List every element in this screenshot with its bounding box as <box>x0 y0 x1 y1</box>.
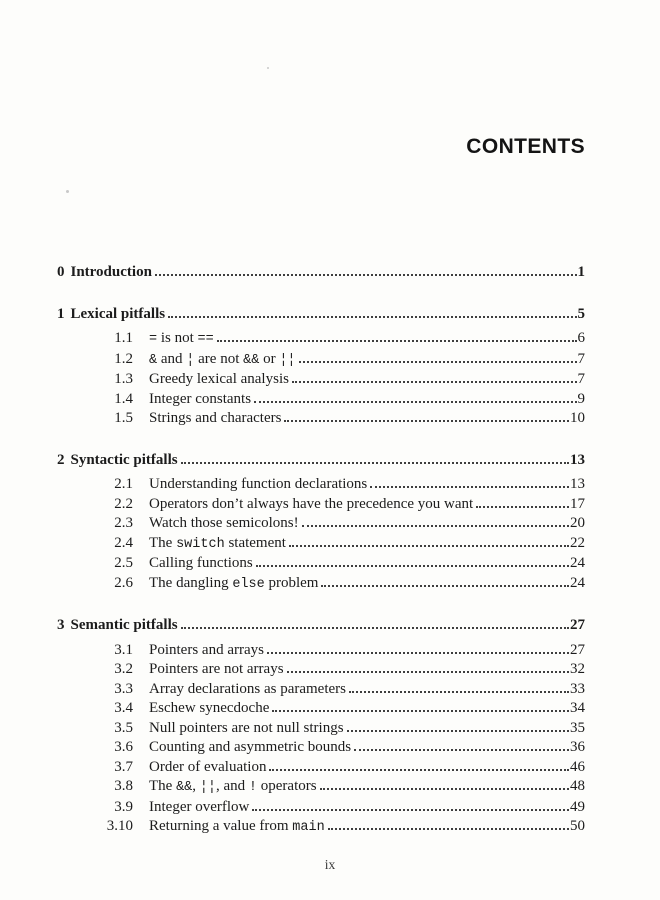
code-text: switch <box>176 536 225 552</box>
entry-number: 3.1 <box>114 641 133 658</box>
code-text: && <box>176 780 193 795</box>
code-text: main <box>292 820 325 835</box>
chapter-entries <box>57 329 585 429</box>
entry-title: Understanding function declarations <box>149 476 368 492</box>
entry-title: Pointers are not arrays <box>149 661 284 677</box>
entry-title: Integer constants <box>149 390 252 407</box>
entry-title: The dangling else problem <box>149 574 319 592</box>
chapter-page-number: 13 <box>570 451 585 468</box>
entry-page-number: 6 <box>577 330 585 346</box>
toc-entry-row <box>57 660 585 680</box>
entry-page-number: 7 <box>577 371 585 387</box>
entry-page-number: 20 <box>570 515 585 531</box>
toc-chapter <box>57 263 585 283</box>
entry-title: Pointers and arrays <box>149 641 264 658</box>
entry-number: 1.4 <box>114 390 133 407</box>
chapter-title: Semantic pitfalls <box>70 617 178 633</box>
entry-number: 3.10 <box>106 818 133 834</box>
entry-title: Returning a value from main <box>149 818 325 835</box>
code-text: == <box>197 332 214 347</box>
entry-title: & and ¦ are not && or ¦¦ <box>149 350 296 368</box>
dot-leader <box>284 420 569 422</box>
dot-leader <box>328 828 569 830</box>
entry-page-number: 32 <box>570 661 585 677</box>
entry-number: 1.1 <box>114 330 133 346</box>
toc-entry-row <box>57 475 585 495</box>
code-text: && <box>243 352 260 368</box>
dot-leader <box>254 401 576 403</box>
entry-number: 2.5 <box>114 555 133 571</box>
chapter-title: Lexical pitfalls <box>70 305 166 322</box>
chapter-page-number: 5 <box>577 305 585 322</box>
entry-page-number: 33 <box>570 680 585 697</box>
toc-chapter <box>57 451 585 595</box>
footer-page-number: ix <box>324 857 336 872</box>
dot-leader <box>476 506 569 508</box>
dot-leader <box>256 565 569 567</box>
toc-chapter <box>57 616 585 838</box>
toc-entry-row <box>57 390 585 410</box>
dot-leader <box>354 749 569 751</box>
toc-entry-row <box>57 680 585 700</box>
dot-leader <box>217 340 577 342</box>
entry-page-number: 34 <box>570 700 585 716</box>
chapter-row <box>57 263 585 283</box>
entry-title: The &&, ¦¦, and ! operators <box>149 778 317 795</box>
chapter-row <box>57 451 585 471</box>
entry-page-number: 35 <box>570 719 585 736</box>
dot-leader <box>320 788 569 790</box>
chapter-title: Syntactic pitfalls <box>70 451 178 468</box>
entry-number: 3.3 <box>114 680 133 697</box>
entry-page-number: 27 <box>570 641 585 658</box>
code-text: else <box>232 576 265 592</box>
dot-leader <box>168 316 576 318</box>
dot-leader <box>287 671 569 673</box>
code-text: ¦ <box>186 352 195 368</box>
chapter-number: 3 <box>57 617 65 633</box>
chapter-row <box>57 305 585 325</box>
chapter-row <box>57 616 585 636</box>
entry-title: Null pointers are not null strings <box>149 719 344 736</box>
entry-page-number: 46 <box>570 758 585 775</box>
toc <box>57 263 585 838</box>
entry-title: Counting and asymmetric bounds <box>149 739 352 755</box>
entry-number: 3.6 <box>114 739 133 755</box>
entry-page-number: 7 <box>577 350 585 367</box>
entry-page-number: 36 <box>570 739 585 755</box>
page-content <box>57 0 585 838</box>
entry-number: 3.9 <box>114 798 133 815</box>
page-title: CONTENTS <box>466 135 585 158</box>
toc-entry-row <box>57 574 585 595</box>
entry-title: Strings and characters <box>149 410 282 426</box>
entry-page-number: 24 <box>570 555 585 571</box>
toc-entry-row <box>57 514 585 534</box>
chapter-entries <box>57 641 585 838</box>
entry-number: 1.2 <box>114 350 133 367</box>
code-text: ¦¦ <box>279 352 296 368</box>
entry-title: The switch statement <box>149 534 286 552</box>
dot-leader <box>302 525 569 527</box>
entry-number: 3.2 <box>114 661 133 677</box>
entry-title: Greedy lexical analysis <box>149 371 289 387</box>
entry-title: Watch those semicolons! <box>149 515 299 531</box>
entry-number: 2.6 <box>114 574 133 591</box>
entry-title: Array declarations as parameters <box>149 680 346 697</box>
toc-entry-row <box>57 329 585 350</box>
entry-page-number: 49 <box>570 798 585 815</box>
entry-page-number: 24 <box>570 574 585 591</box>
entry-title: Order of evaluation <box>149 758 267 775</box>
chapter-page-number: 1 <box>577 264 585 280</box>
toc-entry-row <box>57 798 585 818</box>
entry-page-number: 13 <box>570 476 585 492</box>
toc-entry-row <box>57 699 585 719</box>
entry-number: 3.8 <box>114 778 133 794</box>
dot-leader <box>181 627 569 629</box>
chapter-number: 0 <box>57 264 65 280</box>
toc-entry-row <box>57 719 585 739</box>
dot-leader <box>370 486 569 488</box>
toc-entry-row <box>57 777 585 798</box>
entry-number: 2.1 <box>114 476 133 492</box>
entry-title: Operators don’t always have the precedence you want <box>149 495 474 512</box>
toc-entry-row <box>57 534 585 555</box>
toc-entry-row <box>57 495 585 515</box>
toc-entry-row <box>57 554 585 574</box>
toc-entry-row <box>57 758 585 778</box>
entry-number: 1.5 <box>114 410 133 426</box>
entry-page-number: 17 <box>570 495 585 512</box>
entry-page-number: 48 <box>570 778 585 794</box>
toc-entry-row <box>57 738 585 758</box>
entry-number: 2.4 <box>114 534 133 551</box>
dot-leader <box>272 710 569 712</box>
entry-title: = is not == <box>149 330 214 347</box>
dot-leader <box>252 809 569 811</box>
dot-leader <box>347 730 569 732</box>
dot-leader <box>181 462 569 464</box>
dot-leader <box>321 585 569 587</box>
entry-title: Integer overflow <box>149 798 250 815</box>
dot-leader <box>349 691 569 693</box>
toc-entry-row <box>57 350 585 371</box>
chapter-title: Introduction <box>70 264 152 280</box>
entry-title: Eschew synecdoche <box>149 700 270 716</box>
entry-number: 3.4 <box>114 700 133 716</box>
toc-entry-row <box>57 409 585 429</box>
entry-title: Calling functions <box>149 555 253 571</box>
entry-page-number: 50 <box>570 818 585 834</box>
entry-number: 2.3 <box>114 515 133 531</box>
toc-entry-row <box>57 370 585 390</box>
dot-leader <box>267 652 569 654</box>
entry-number: 3.7 <box>114 758 133 775</box>
chapter-number: 2 <box>57 451 65 468</box>
code-text: ¦¦ <box>199 780 216 795</box>
entry-number: 2.2 <box>114 495 133 512</box>
code-text: & <box>149 352 158 368</box>
dot-leader <box>289 545 569 547</box>
code-text: ! <box>248 780 258 795</box>
dot-leader <box>292 381 577 383</box>
entry-page-number: 22 <box>570 534 585 551</box>
entry-number: 1.3 <box>114 371 133 387</box>
entry-page-number: 10 <box>570 410 585 426</box>
code-text: = <box>149 332 158 347</box>
entry-page-number: 9 <box>577 390 585 407</box>
chapter-page-number: 27 <box>570 617 585 633</box>
dot-leader <box>299 361 577 363</box>
toc-entry-row <box>57 817 585 838</box>
toc-chapter <box>57 305 585 429</box>
dot-leader <box>155 274 577 276</box>
entry-number: 3.5 <box>114 719 133 736</box>
toc-entry-row <box>57 641 585 661</box>
chapter-entries <box>57 475 585 594</box>
chapter-number: 1 <box>57 305 65 322</box>
dot-leader <box>269 769 569 771</box>
